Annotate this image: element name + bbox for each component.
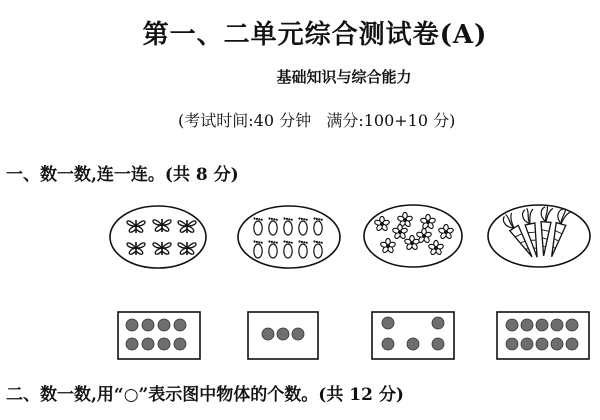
dot-card-3[interactable]	[248, 312, 318, 359]
carrot-icon	[521, 207, 543, 258]
flower-icon	[428, 240, 444, 255]
dot	[506, 319, 518, 331]
butterfly-icon	[153, 219, 171, 232]
dot	[382, 317, 394, 329]
flower-icon	[380, 238, 396, 253]
picture-group-butterflies[interactable]	[110, 206, 206, 268]
butterfly-icon	[127, 242, 145, 255]
butterfly-icon	[127, 220, 145, 233]
dot-card-5[interactable]	[372, 312, 454, 359]
dot	[536, 319, 548, 331]
dot	[432, 338, 444, 350]
dot	[551, 338, 563, 350]
dot-card-10[interactable]	[497, 312, 589, 359]
footprint-icon	[253, 217, 262, 235]
dot	[551, 319, 563, 331]
dot	[506, 338, 518, 350]
dot	[566, 319, 578, 331]
footprint-icon	[283, 217, 292, 235]
footprint-icon	[313, 217, 322, 235]
picture-group-footprints[interactable]	[238, 206, 340, 268]
dot	[158, 338, 170, 350]
dot	[521, 319, 533, 331]
dot	[407, 338, 419, 350]
subtitle: 基础知识与综合能力	[276, 68, 412, 86]
dot	[521, 338, 533, 350]
flower-icon	[420, 214, 436, 229]
question-2-heading: 二、数一数,用“○”表示图中物体的个数。(共 12 分)	[6, 385, 404, 405]
picture-group-carrots[interactable]	[488, 205, 590, 267]
footprint-icon	[313, 240, 322, 258]
flower-icon	[438, 224, 454, 239]
footprint-icon	[298, 217, 307, 235]
flower-icon	[416, 228, 432, 243]
footprint-icon	[298, 240, 307, 258]
carrot-icon	[546, 207, 571, 258]
dot	[126, 319, 138, 331]
flower-icon	[392, 224, 408, 239]
dot	[142, 338, 154, 350]
dot	[432, 317, 444, 329]
dot	[566, 338, 578, 350]
dot	[277, 328, 289, 340]
butterfly-icon	[153, 242, 171, 255]
dot-card-8[interactable]	[118, 312, 200, 359]
dot	[142, 319, 154, 331]
exam-info: (考试时间:40 分钟 满分:100+10 分)	[178, 111, 456, 130]
footprint-icon	[253, 240, 262, 258]
dot	[536, 338, 548, 350]
picture-oval	[110, 206, 206, 268]
dot	[126, 338, 138, 350]
dot	[292, 328, 304, 340]
footprint-icon	[283, 240, 292, 258]
flower-icon	[404, 235, 420, 250]
carrot-icon	[538, 206, 553, 257]
flower-icon	[374, 216, 390, 231]
picture-oval	[488, 205, 590, 267]
dot	[262, 328, 274, 340]
butterfly-icon	[178, 242, 196, 255]
footprint-icon	[268, 240, 277, 258]
dot	[174, 319, 186, 331]
dot	[158, 319, 170, 331]
footprint-icon	[268, 217, 277, 235]
page-title: 第一、二单元综合测试卷(A)	[142, 20, 488, 50]
dot	[174, 338, 186, 350]
dot	[382, 338, 394, 350]
question-1-heading: 一、数一数,连一连。(共 8 分)	[6, 165, 239, 185]
picture-group-flowers[interactable]	[364, 205, 462, 267]
picture-oval	[238, 206, 340, 268]
butterfly-icon	[178, 220, 196, 233]
